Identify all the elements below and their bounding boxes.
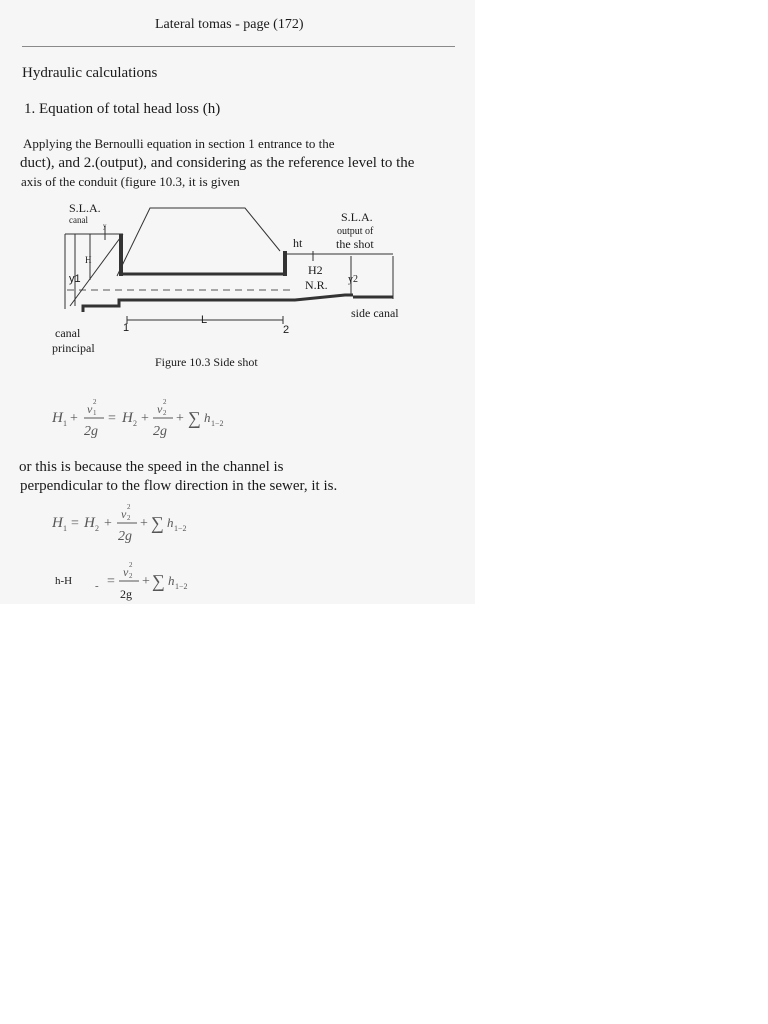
eq1-2g-1: 2g	[84, 424, 98, 439]
label-y1: y1	[69, 273, 81, 285]
scanned-page	[0, 0, 475, 604]
paragraph2-line1: or this is because the speed in the channel is	[19, 459, 284, 475]
header-divider	[22, 46, 455, 47]
eq3-equals: =	[107, 574, 115, 589]
eq1-H1-sub: 1	[63, 419, 67, 428]
paragraph1-line2: duct), and 2.(output), and considering as the reference level to the	[20, 155, 415, 171]
label-nr: N.R.	[305, 278, 328, 292]
label-sec-2: 2	[283, 324, 290, 336]
label-canal: canal	[55, 326, 81, 340]
figure-side-shot	[45, 196, 425, 371]
eq2-2g: 2g	[118, 529, 132, 544]
label-sec-1: 1	[123, 322, 130, 334]
eq2-v2-sub: 2	[127, 514, 131, 522]
eq3-h-sub: 1−2	[175, 582, 188, 591]
eq1-H2-sub: 2	[133, 419, 137, 428]
eq2-plus2: +	[140, 516, 148, 531]
eq1-H2: H	[122, 410, 133, 426]
eq2-H1: H	[52, 515, 63, 531]
eq1-equals: =	[108, 411, 116, 426]
label-principal: principal	[52, 341, 95, 355]
eq2-plus1: +	[104, 516, 112, 531]
eq1-v1: v	[87, 402, 93, 416]
eq1-h-sub: 1−2	[211, 419, 224, 428]
eq2-H2: H	[84, 515, 95, 531]
eq2-h-sub: 1−2	[174, 524, 187, 533]
paragraph2-line2: perpendicular to the flow direction in the sewer, it is.	[20, 478, 338, 494]
eq1-plus2: +	[141, 411, 149, 426]
eq1-v2-sub: 2	[163, 409, 167, 417]
label-side-canal: side canal	[351, 306, 399, 320]
label-L: L	[201, 314, 208, 326]
eq1-H1: H	[52, 410, 63, 426]
eq1-v1-sq: 2	[93, 398, 97, 406]
label-h2: H2	[308, 263, 323, 277]
eq1-h: h	[204, 410, 211, 425]
subsection-title: 1. Equation of total head loss (h)	[24, 101, 221, 117]
eq3-2g: 2g	[120, 587, 132, 601]
eq3-plus: +	[142, 574, 150, 589]
eq2-sum: ∑	[151, 513, 164, 533]
eq3-lhs: h-H	[55, 575, 73, 587]
eq1-plus1: +	[70, 411, 78, 426]
eq3-h: h	[168, 573, 175, 588]
paragraph1-line3: axis of the conduit (figure 10.3, it is given	[21, 174, 240, 189]
equation-bernoulli	[52, 395, 252, 440]
label-y-small: y	[103, 222, 107, 230]
eq3-v2-sub: 2	[129, 572, 133, 580]
eq1-sum: ∑	[188, 408, 201, 428]
eq3-sum: ∑	[152, 571, 165, 591]
label-sla-right: S.L.A.	[341, 210, 373, 224]
eq2-v2-sq: 2	[127, 503, 131, 511]
eq2-H2-sub: 2	[95, 524, 99, 533]
embankment-outline	[117, 208, 280, 276]
eq2-v2: v	[121, 507, 127, 521]
label-ht: ht	[293, 236, 303, 250]
page-header: Lateral tomas - page (172)	[155, 17, 304, 32]
eq3-v2-sq: 2	[129, 561, 133, 569]
figure-caption: Figure 10.3 Side shot	[155, 355, 258, 369]
eq1-v2-sq: 2	[163, 398, 167, 406]
equation-simplified	[52, 500, 212, 545]
label-output-of: output of	[337, 226, 374, 237]
eq1-2g-2: 2g	[153, 424, 167, 439]
eq3-v2: v	[123, 565, 129, 579]
duct-bottom-wall	[83, 295, 353, 312]
label-h-left: H	[85, 255, 92, 265]
eq2-equals: =	[71, 516, 79, 531]
label-canal-small: canal	[69, 215, 88, 225]
paragraph1-line1: Applying the Bernoulli equation in section 1 entrance to the	[23, 136, 335, 151]
eq1-plus3: +	[176, 411, 184, 426]
eq2-H1-sub: 1	[63, 524, 67, 533]
label-sla-left: S.L.A.	[69, 201, 101, 215]
equation-head-difference	[55, 558, 215, 603]
energy-line	[70, 234, 123, 306]
section-title: Hydraulic calculations	[22, 65, 158, 81]
label-the-shot: the shot	[336, 237, 374, 251]
eq1-v1-sub: 1	[93, 409, 97, 417]
eq2-h: h	[167, 515, 174, 530]
label-y2: y2	[348, 274, 358, 285]
eq1-v2: v	[157, 402, 163, 416]
eq3-dash: -	[95, 580, 99, 592]
